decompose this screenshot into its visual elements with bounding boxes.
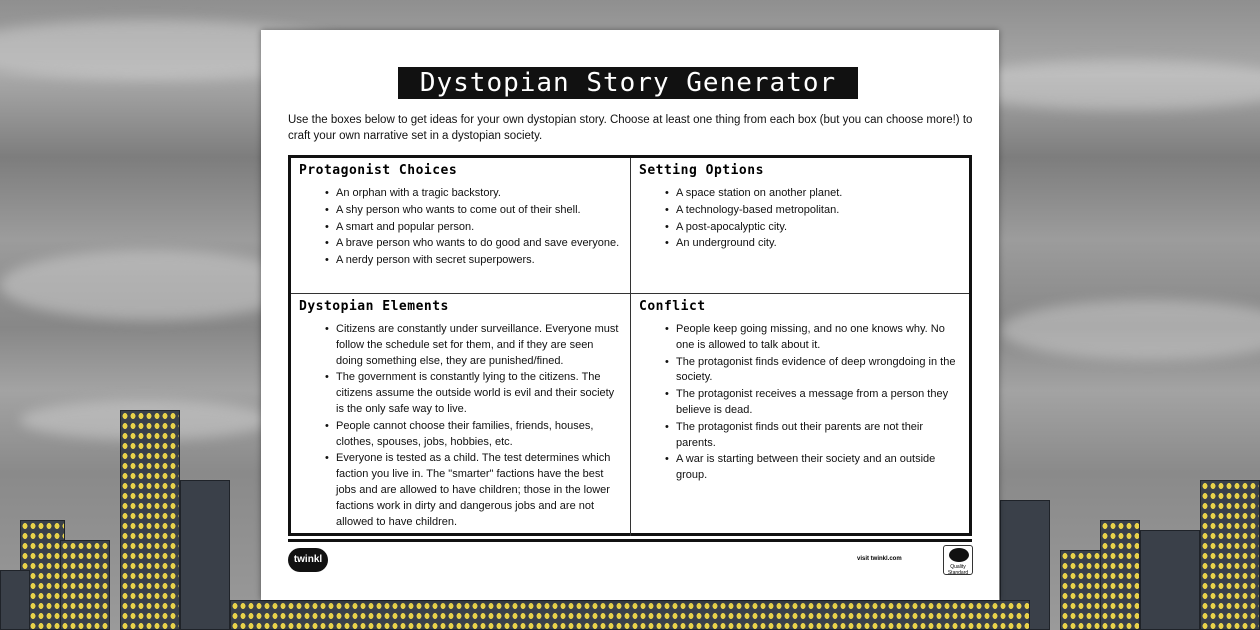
building [180, 480, 230, 630]
list-item: • The protagonist receives a message from a person they believe is dead. [665, 387, 961, 419]
list-item: • A war is starting between their society and an outside group. [665, 452, 961, 484]
list-item: • The government is constantly lying to the citizens. The citizens assume the outside world is evil and their society is the only safe way to live. [325, 370, 622, 417]
list-item: • A technology-based metropolitan. [665, 203, 961, 219]
cloud [1000, 300, 1260, 360]
section-setting-options [631, 158, 969, 294]
building [1200, 480, 1260, 630]
section-list [299, 186, 622, 269]
list-item: • A post-apocalyptic city. [665, 220, 961, 236]
building [60, 540, 110, 630]
cloud [0, 250, 300, 320]
list-item: • The protagonist finds out their parents are not their parents. [665, 420, 961, 452]
list-item: • Everyone is tested as a child. The test determines which faction you live in. The "smarter" factions have the best jobs and are allowed to have children; those in the lower factions work in dirty and dangerous jobs and are not allowed to have children. [325, 451, 622, 530]
footer-url: visit twinkl.com [857, 556, 902, 562]
building [120, 410, 180, 630]
section-heading: Conflict [639, 299, 706, 314]
footer-divider [288, 539, 972, 542]
list-item: • The protagonist finds evidence of deep wrongdoing in the society. [665, 355, 961, 387]
list-item: • Citizens are constantly under surveillance. Everyone must follow the schedule set for them, and if they are seen doing something else, they are punished/fined. [325, 322, 622, 369]
section-heading: Setting Options [639, 163, 764, 178]
list-item: • A space station on another planet. [665, 186, 961, 202]
list-item: • A nerdy person with secret superpowers. [325, 253, 622, 269]
section-conflict [631, 294, 969, 536]
section-heading: Dystopian Elements [299, 299, 449, 314]
building [1140, 530, 1200, 630]
twinkl-logo: twinkl [288, 548, 328, 572]
list-item: • People cannot choose their families, friends, houses, clothes, spouses, jobs, hobbies, etc. [325, 419, 622, 451]
list-item: • A smart and popular person. [325, 220, 622, 236]
list-item: • An orphan with a tragic backstory. [325, 186, 622, 202]
section-list [639, 322, 961, 484]
section-list [299, 322, 622, 530]
worksheet-page [261, 30, 999, 600]
list-item: • People keep going missing, and no one knows why. No one is allowed to talk about it. [665, 322, 961, 354]
section-protagonist-choices [291, 158, 631, 294]
quality-badge: Quality Standard [943, 545, 973, 575]
page-title: Dystopian Story Generator [398, 67, 858, 99]
section-dystopian-elements [291, 294, 631, 536]
list-item: • A brave person who wants to do good and save everyone. [325, 236, 622, 252]
building [1100, 520, 1140, 630]
building [230, 600, 1030, 630]
intro-text: Use the boxes below to get ideas for your own dystopian story. Choose at least one thing from each box (but you can choose more!) to craft your own narrative set in a dystopian society. [288, 114, 973, 142]
section-list [639, 186, 961, 252]
building [0, 570, 30, 630]
list-item: • An underground city. [665, 236, 961, 252]
list-item: • A shy person who wants to come out of their shell. [325, 203, 622, 219]
options-table [288, 155, 972, 536]
section-heading: Protagonist Choices [299, 163, 458, 178]
